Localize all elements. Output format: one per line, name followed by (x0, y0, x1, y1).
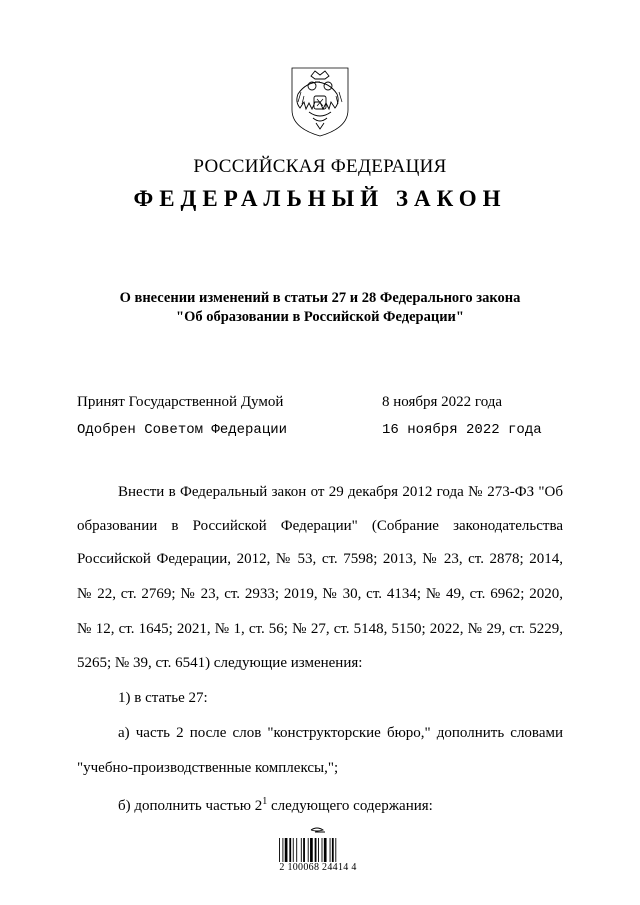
barcode-number: 2 100068 24414 4 (279, 862, 357, 873)
law-title-line-2: "Об образовании в Российской Федерации" (176, 309, 464, 325)
list-item-b-tail: следующего содержания: (267, 798, 433, 814)
list-item-b-superscript: 1 (262, 796, 268, 807)
list-item-a-line-2: "учебно-производственные комплексы,"; (77, 760, 339, 776)
council-approval-label: Одобрен Советом Федерации (77, 422, 288, 438)
body-line: Российской Федерации, 2012, № 53, ст. 7598; 2013, № 23, ст. 2878; 2014, (77, 551, 563, 567)
council-approval-date: 16 ноября 2022 года (382, 422, 542, 438)
body-line: образовании в Российской Федерации" (Собрание законодательства (77, 518, 563, 534)
country-heading: РОССИЙСКАЯ ФЕДЕРАЦИЯ (193, 156, 447, 177)
document-type-heading: ФЕДЕРАЛЬНЫЙ ЗАКОН (133, 186, 507, 211)
duma-adoption-label: Принят Государственной Думой (77, 394, 284, 410)
list-item-b (118, 792, 563, 816)
russian-coat-of-arms-icon (289, 66, 351, 138)
body-line: Внести в Федеральный закон от 29 декабря 2012 года № 273-ФЗ "Об (118, 484, 563, 500)
list-item-b-text: б) дополнить частью 2 (118, 798, 263, 814)
body-line: № 22, ст. 2769; № 23, ст. 2933; 2019, № 30, ст. 4134; № 49, ст. 6962; 2020, (77, 586, 563, 602)
law-title (60, 289, 580, 327)
list-item-1: 1) в статье 27: (118, 690, 208, 706)
body-line: 5265; № 39, ст. 6541) следующие изменения: (77, 655, 363, 671)
list-item-a-line-1: а) часть 2 после слов "конструкторские бюро," дополнить словами (118, 725, 563, 741)
duma-adoption-date: 8 ноября 2022 года (382, 394, 503, 410)
body-line: № 12, ст. 1645; 2021, № 1, ст. 56; № 27, ст. 5148, 5150; 2022, № 29, ст. 5229, (77, 621, 563, 637)
law-title-line-1: О внесении изменений в статьи 27 и 28 Федерального закона (119, 290, 521, 306)
